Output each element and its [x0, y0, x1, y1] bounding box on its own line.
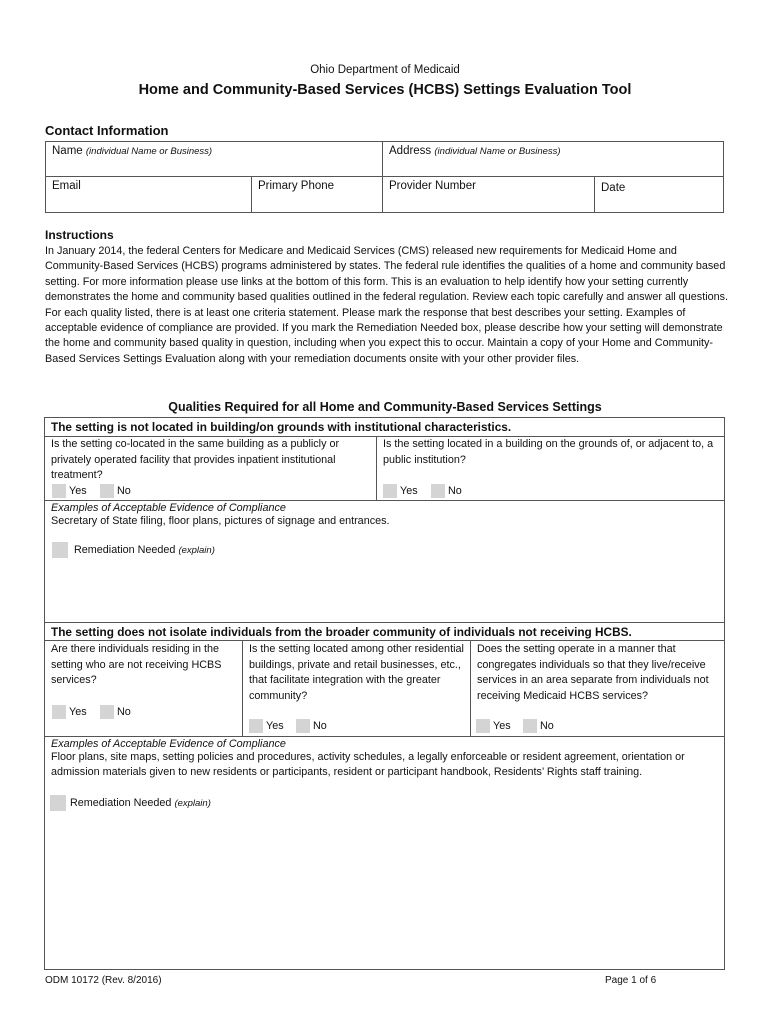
contact-table [45, 141, 724, 213]
section2-question1: Are there individuals residing in the setting who are not receiving HCBS services? [51, 643, 222, 687]
address-label: Address [389, 145, 432, 157]
yes-label: Yes [69, 484, 87, 497]
section2-q1-yes-option[interactable] [52, 705, 87, 719]
address-hint: (individual Name or Business) [434, 146, 561, 157]
phone-field[interactable] [252, 177, 382, 212]
section1-q1-yes-option[interactable] [52, 484, 87, 498]
form-id: ODM 10172 (Rev. 8/2016) [45, 975, 162, 986]
section1-q2-no-option[interactable] [431, 484, 462, 498]
section1-table [44, 417, 725, 623]
section2-evidence [45, 737, 724, 782]
checkbox[interactable] [100, 705, 114, 719]
evidence-title: Examples of Acceptable Evidence of Compliance [51, 738, 286, 750]
email-field[interactable] [46, 177, 251, 212]
date-label: Date [601, 182, 626, 194]
date-field[interactable] [595, 179, 723, 212]
yes-label: Yes [69, 705, 87, 718]
section1-q2-yes-option[interactable] [383, 484, 418, 498]
name-label: Name [52, 145, 83, 157]
section1-question1: Is the setting co-located in the same building as a publicly or privately operated facility that provides inpatient institutional treatment? [51, 438, 340, 482]
phone-label: Primary Phone [258, 180, 335, 192]
yes-label: Yes [400, 484, 418, 497]
no-label: No [117, 484, 131, 497]
checkbox[interactable] [52, 705, 66, 719]
checkbox[interactable] [523, 719, 537, 733]
form-title: Home and Community-Based Services (HCBS) Settings Evaluation Tool [138, 82, 632, 98]
section2-q2-no-option[interactable] [296, 719, 327, 733]
section1-remediation[interactable] [52, 542, 215, 558]
section1-evidence [45, 501, 724, 530]
section1-q1-no-option[interactable] [100, 484, 131, 498]
evidence-text: Floor plans, site maps, setting policies and procedures, activity schedules, a legally enforceable or resident agreement, orientation or admission materials given to new residents or participants, resident or participant handbook, Residents’ Rights staff training. [51, 751, 685, 779]
remediation-checkbox[interactable] [50, 795, 66, 811]
checkbox[interactable] [431, 484, 445, 498]
name-hint: (individual Name or Business) [85, 146, 213, 157]
agency-name: Ohio Department of Medicaid [310, 64, 460, 76]
remediation-hint: (explain) [174, 797, 211, 809]
checkbox[interactable] [52, 484, 66, 498]
section2-q3-no-option[interactable] [523, 719, 554, 733]
checkbox[interactable] [476, 719, 490, 733]
yes-label: Yes [493, 719, 511, 732]
checkbox[interactable] [296, 719, 310, 733]
section2-question2: Is the setting located among other residential buildings, private and retail businesses, etc., that facilitate integration with the greater community? [249, 643, 464, 702]
evidence-title: Examples of Acceptable Evidence of Compliance [51, 502, 286, 514]
page-number: Page 1 of 6 [605, 975, 657, 986]
checkbox[interactable] [249, 719, 263, 733]
remediation-hint: (explain) [178, 544, 215, 556]
email-label: Email [52, 180, 81, 192]
section2-remediation[interactable] [50, 795, 211, 811]
section2-q2-yes-option[interactable] [249, 719, 284, 733]
provider-number-field[interactable] [383, 177, 594, 212]
no-label: No [117, 705, 131, 718]
yes-label: Yes [266, 719, 284, 732]
section2-question3: Does the setting operate in a manner that congregates individuals so that they live/receive services in an area separate from individuals not receiving Medicaid HCBS services? [477, 643, 709, 702]
instructions-text: In January 2014, the federal Centers for Medicare and Medicaid Services (CMS) released new requirements for Medicaid Home and Community-Based Services (HCBS) programs administered by states. The federal rule identifies the qualities of a home and community based setting. For more information please use links at the bottom of this form. This is an evaluation to help identify how your setting currently demonstrates the home and community based qualities outlined in the federal regulation. Review each topic carefully and answer all questions. For each quality listed, there is at least one criteria statement. Please mark the response that best describes your setting. Examples of acceptable evidence of compliance are provided. If you mark the Remediation Needed box, please describe how your setting will demonstrate the home and community based quality in question, including when you expect this to occur. Maintain a copy of your Home and Community-Based Services Settings Evaluation along with your remediation documents onsite with your other provider files. [45, 245, 728, 365]
section2-table [44, 622, 725, 970]
remediation-label: Remediation Needed [70, 796, 172, 809]
no-label: No [448, 484, 462, 497]
remediation-checkbox[interactable] [52, 542, 68, 558]
section1-bar: The setting is not located in building/on grounds with institutional characteristics. [51, 420, 512, 434]
contact-heading: Contact Information [45, 123, 169, 138]
checkbox[interactable] [100, 484, 114, 498]
qualities-heading: Qualities Required for all Home and Community-Based Services Settings [168, 400, 602, 414]
no-label: No [540, 719, 554, 732]
address-field[interactable] [383, 142, 723, 176]
section1-question2: Is the setting located in a building on the grounds of, or adjacent to, a public institution? [383, 438, 714, 466]
checkbox[interactable] [383, 484, 397, 498]
name-field[interactable] [46, 142, 382, 176]
remediation-label: Remediation Needed [74, 543, 176, 556]
provider-number-label: Provider Number [389, 180, 476, 192]
no-label: No [313, 719, 327, 732]
section2-q1-no-option[interactable] [100, 705, 131, 719]
evidence-text: Secretary of State filing, floor plans, pictures of signage and entrances. [51, 515, 390, 527]
section2-q3-yes-option[interactable] [476, 719, 511, 733]
section2-bar: The setting does not isolate individuals from the broader community of individuals not receiving HCBS. [51, 625, 632, 639]
instructions-heading: Instructions [45, 228, 114, 242]
